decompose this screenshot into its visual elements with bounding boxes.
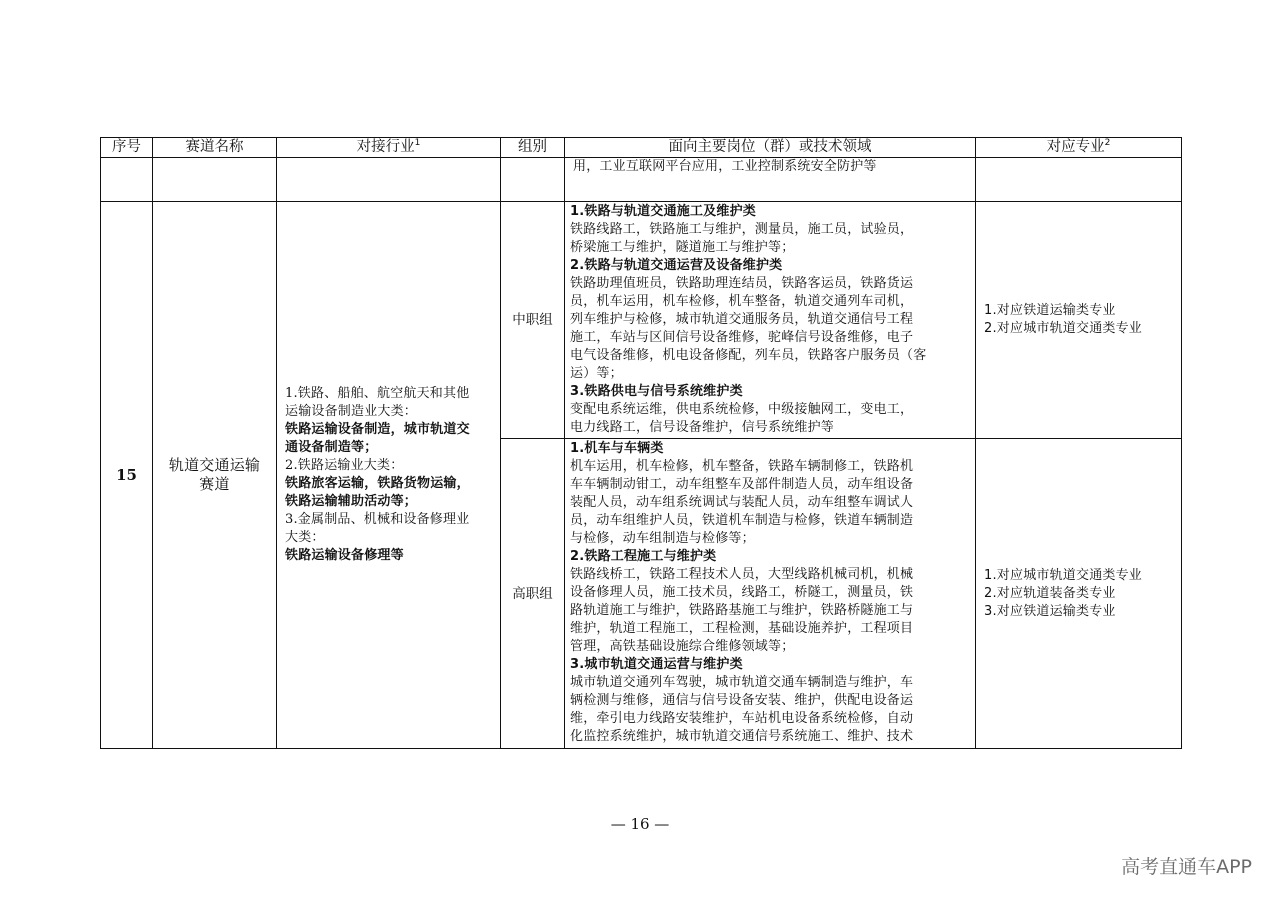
track-name: 轨道交通运输 赛道: [153, 202, 277, 749]
continued-row: [101, 158, 1182, 202]
row-number: 15: [101, 202, 153, 749]
position-line: 2.铁路与轨道交通运营及设备维护类: [570, 258, 783, 273]
app-watermark: 高考直通车APP: [1121, 856, 1252, 878]
position-line: 城市轨道交通列车驾驶，城市轨道交通车辆制造与维护，车: [570, 675, 914, 690]
header-industry: 对接行业$^1$: [277, 138, 501, 158]
industry-line: 铁路运输设备制造，城市轨道交: [285, 422, 470, 437]
continued-positions: 用，工业互联网平台应用，工业控制系统安全防护等: [565, 158, 976, 202]
position-line: 3.城市轨道交通运营与维护类: [570, 657, 743, 672]
position-line: 车车辆制动钳工，动车组整车及部件制造人员，动车组设备: [570, 477, 914, 492]
industry-line: 运输设备制造业大类：: [285, 404, 418, 419]
position-line: 机车运用，机车检修，机车整备，铁路车辆制修工，铁路机: [570, 459, 914, 474]
position-line: 铁路助理值班员，铁路助理连结员，铁路客运员，铁路货运: [570, 276, 914, 291]
position-line: 电力线路工，信号设备维护，信号系统维护等: [570, 420, 835, 435]
continued-group: [501, 158, 565, 202]
major-item: 1.对应城市轨道交通类专业: [984, 567, 1143, 583]
position-line: 装配人员，动车组系统调试与装配人员，动车组整车调试人: [570, 495, 914, 510]
position-line: 2.铁路工程施工与维护类: [570, 549, 717, 564]
position-line: 维护，轨道工程施工，工程检测，基础设施养护，工程项目: [570, 621, 914, 636]
header-track: 赛道名称: [153, 138, 277, 158]
industry-cell: [277, 202, 501, 749]
position-line: 维，牵引电力线路安装维护，车站机电设备系统检修，自动: [570, 711, 914, 726]
position-line: 铁路线桥工，铁路工程技术人员，大型线路机械司机，机械: [570, 567, 914, 582]
major-item: 2.对应轨道装备类专业: [984, 585, 1116, 601]
position-line: 列车维护与检修，城市轨道交通服务员，轨道交通信号工程: [570, 312, 914, 327]
page-number: — 16 —: [610, 815, 670, 833]
header-group: 组别: [501, 138, 565, 158]
industry-line: 大类：: [285, 530, 325, 545]
position-line: 员，动车组维护人员，铁道机车制造与检修，铁道车辆制造: [570, 513, 914, 528]
industry-line: 3.金属制品、机械和设备修理业: [285, 512, 470, 527]
industry-line: 通设备制造等；: [285, 440, 378, 455]
position-line: 辆检测与维修，通信与信号设备安装、维护，供配电设备运: [570, 693, 914, 708]
major-item: 2.对应城市轨道交通类专业: [984, 321, 1143, 336]
position-line: 运）等；: [570, 366, 623, 381]
position-line: 员，机车运用，机车检修，机车整备，轨道交通列车司机，: [570, 294, 914, 309]
positions-higher: [565, 439, 976, 749]
header-positions: 面向主要岗位（群）或技术领域: [565, 138, 976, 158]
position-line: 设备修理人员，施工技术员，线路工，桥隧工，测量员，铁: [570, 585, 914, 600]
header-no: 序号: [101, 138, 153, 158]
industry-line: 2.铁路运输业大类：: [285, 458, 404, 473]
position-line: 与检修，动车组制造与检修等；: [570, 531, 755, 546]
group-secondary: 中职组: [501, 202, 565, 439]
position-line: 变配电系统运维，供电系统检修，中级接触网工，变电工，: [570, 402, 914, 417]
position-line: 铁路线路工，铁路施工与维护，测量员，施工员，试验员，: [570, 222, 914, 237]
position-line: 路轨道施工与维护，铁路路基施工与维护，铁路桥隧施工与: [570, 603, 914, 618]
industry-line: 铁路运输设备修理等: [285, 548, 404, 563]
position-line: 桥梁施工与维护，隧道施工与维护等；: [570, 240, 795, 255]
row-15-secondary: [101, 202, 1182, 439]
continued-major: [976, 158, 1182, 202]
major-secondary: [976, 202, 1182, 439]
position-line: 3.铁路供电与信号系统维护类: [570, 384, 743, 399]
positions-secondary: [565, 202, 976, 439]
continued-track: [153, 158, 277, 202]
position-line: 管理，高铁基础设施综合维修领域等；: [570, 639, 795, 654]
industry-line: 铁路旅客运输，铁路货物运输，: [285, 476, 470, 491]
major-item: 3.对应铁道运输类专业: [984, 603, 1116, 619]
industry-line: 铁路运输辅助活动等；: [285, 494, 418, 509]
position-line: 施工，车站与区间信号设备维修，驼峰信号设备维修，电子: [570, 330, 914, 345]
table-header-row: [101, 138, 1182, 158]
position-line: 1.铁路与轨道交通施工及维护类: [570, 204, 756, 219]
continued-no: [101, 158, 153, 202]
major-higher: [976, 439, 1182, 749]
continued-industry: [277, 158, 501, 202]
position-line: 1.机车与车辆类: [570, 441, 664, 456]
competition-track-table: [100, 137, 1182, 749]
industry-line: 1.铁路、船舶、航空航天和其他: [285, 386, 470, 401]
group-higher: 高职组: [501, 439, 565, 749]
position-line: 电气设备维修，机电设备修配，列车员，铁路客户服务员（客: [570, 348, 927, 363]
position-line: 化监控系统维护，城市轨道交通信号系统施工、维护、技术: [570, 729, 914, 744]
major-item: 1.对应铁道运输类专业: [984, 303, 1116, 318]
header-major: 对应专业$^2$: [976, 138, 1182, 158]
